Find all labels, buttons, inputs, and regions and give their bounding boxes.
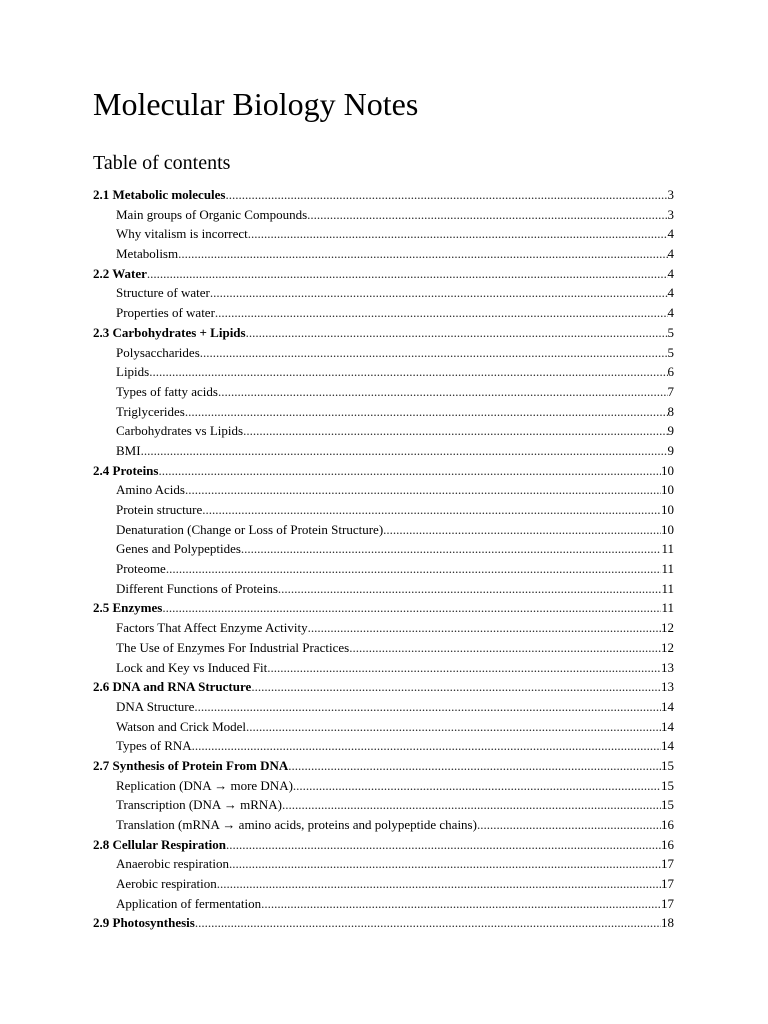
- toc-page-number: 15: [661, 757, 674, 773]
- toc-page-number: 8: [667, 403, 674, 419]
- toc-page-number: 4: [667, 226, 674, 242]
- toc-subsection-link[interactable]: [93, 539, 674, 559]
- toc-page-number: 14: [661, 718, 674, 734]
- toc-dot-leader: [246, 717, 661, 737]
- toc-subsection-link[interactable]: [93, 362, 674, 382]
- toc-dot-leader: [158, 461, 661, 481]
- toc-dot-leader: [147, 264, 668, 284]
- toc-subsection-link[interactable]: [93, 402, 674, 422]
- toc-page-number: 10: [661, 482, 674, 498]
- toc-entry-title: 2.1 Metabolic molecules: [93, 187, 226, 202]
- toc-dot-leader: [243, 421, 667, 441]
- toc-section-link[interactable]: [93, 185, 674, 205]
- toc-subsection-link[interactable]: [93, 283, 674, 303]
- toc-dot-leader: [261, 894, 661, 914]
- toc-page-number: 18: [661, 915, 674, 931]
- toc-page-number: 17: [661, 895, 674, 911]
- toc-entry-title: DNA Structure: [116, 698, 195, 714]
- toc-page-number: 17: [661, 856, 674, 872]
- toc-subsection-link[interactable]: [93, 500, 674, 520]
- toc-dot-leader: [267, 658, 661, 678]
- toc-section-link[interactable]: [93, 913, 674, 933]
- toc-subsection-link[interactable]: [93, 205, 674, 225]
- toc-dot-leader: [349, 638, 661, 658]
- toc-entry-title: 2.8 Cellular Respiration: [93, 836, 227, 852]
- toc-section-link[interactable]: [93, 677, 674, 697]
- toc-entry-title: Replication (DNA → more DNA): [116, 777, 293, 793]
- toc-entry-title: BMI: [116, 442, 141, 458]
- toc-dot-leader: [278, 579, 662, 599]
- toc-dot-leader: [288, 756, 661, 776]
- toc-entry-title: Denaturation (Change or Loss of Protein Structure): [116, 521, 384, 537]
- toc-page-number: 11: [661, 600, 674, 616]
- toc-dot-leader: [218, 382, 668, 402]
- toc-entry-title: Properties of water: [116, 305, 215, 321]
- toc-dot-leader: [215, 303, 668, 323]
- toc-entry-title: Amino Acids: [116, 482, 185, 498]
- toc-page-number: 13: [661, 679, 674, 695]
- toc-subsection-link[interactable]: [93, 894, 674, 914]
- toc-dot-leader: [217, 874, 661, 894]
- toc-subsection-link[interactable]: [93, 579, 674, 599]
- toc-page-number: 4: [667, 305, 674, 321]
- toc-entry-title: Aerobic respiration: [116, 876, 217, 892]
- toc-entry-title: Structure of water: [116, 285, 210, 301]
- toc-dot-leader: [226, 185, 668, 205]
- toc-entry-title: Protein structure: [116, 502, 203, 517]
- toc-entry-title: Translation (mRNA → amino acids, proteins and polypeptide chains): [116, 817, 477, 832]
- toc-page-number: 5: [667, 344, 674, 360]
- toc-entry-title: Types of RNA: [116, 738, 192, 754]
- toc-entry-title: Genes and Polypeptides: [116, 541, 241, 557]
- toc-dot-leader: [178, 244, 667, 264]
- toc-dot-leader: [192, 736, 661, 756]
- toc-heading: Table of contents: [93, 152, 231, 174]
- toc-subsection-link[interactable]: [93, 224, 674, 244]
- toc-dot-leader: [185, 402, 668, 422]
- toc-page-number: 4: [667, 246, 674, 262]
- toc-subsection-link[interactable]: [93, 736, 674, 756]
- toc-page-number: 10: [661, 462, 674, 478]
- toc-entry-title: 2.2 Water: [93, 265, 147, 281]
- toc-entry-title: Metabolism: [116, 246, 179, 262]
- toc-page-number: 4: [667, 265, 674, 281]
- toc-page-number: 7: [667, 383, 674, 399]
- toc-subsection-link[interactable]: [93, 717, 674, 737]
- toc-subsection-link[interactable]: [93, 618, 674, 638]
- toc-dot-leader: [282, 795, 661, 815]
- toc-dot-leader: [293, 776, 661, 796]
- toc-page-number: 15: [661, 797, 674, 813]
- toc-page-number: 4: [667, 285, 674, 301]
- toc-dot-leader: [185, 480, 661, 500]
- toc-page-number: 17: [661, 876, 674, 892]
- toc-dot-leader: [210, 283, 668, 303]
- toc-entry-title: 2.3 Carbohydrates + Lipids: [93, 324, 246, 340]
- toc-dot-leader: [166, 559, 662, 579]
- toc-section-link[interactable]: [93, 835, 674, 855]
- toc-entry-title: 2.4 Proteins: [93, 462, 159, 478]
- toc-entry-title: Different Functions of Proteins: [116, 580, 278, 596]
- toc-page-number: 5: [667, 324, 674, 340]
- toc-section-link[interactable]: [93, 323, 674, 343]
- toc-entry-title: Proteome: [116, 561, 166, 577]
- toc-section-link[interactable]: [93, 461, 674, 481]
- toc-entry-title: Anaerobic respiration: [116, 856, 229, 872]
- toc-subsection-link[interactable]: [93, 421, 674, 441]
- toc-dot-leader: [141, 441, 668, 461]
- toc-page-number: 13: [661, 659, 674, 675]
- toc-subsection-link[interactable]: [93, 638, 674, 658]
- toc-dot-leader: [308, 618, 661, 638]
- toc-dot-leader: [162, 598, 661, 618]
- table-of-contents: [93, 185, 674, 933]
- toc-page-number: 11: [661, 561, 674, 577]
- toc-page-number: 3: [667, 187, 674, 202]
- toc-entry-title: 2.7 Synthesis of Protein From DNA: [93, 757, 289, 773]
- toc-entry-title: Lipids: [116, 364, 150, 380]
- toc-dot-leader: [383, 520, 661, 540]
- toc-subsection-link[interactable]: [93, 815, 674, 835]
- toc-entry-title: The Use of Enzymes For Industrial Practices: [116, 639, 350, 655]
- toc-subsection-link[interactable]: [93, 658, 674, 678]
- toc-page-number: 14: [661, 738, 674, 754]
- toc-page-number: 10: [661, 502, 674, 517]
- toc-subsection-link[interactable]: [93, 480, 674, 500]
- toc-page-number: 15: [661, 777, 674, 793]
- toc-entry-title: Why vitalism is incorrect: [116, 226, 248, 242]
- toc-page-number: 16: [661, 836, 674, 852]
- toc-page-number: 9: [667, 423, 674, 439]
- toc-section-link[interactable]: [93, 598, 674, 618]
- toc-subsection-link[interactable]: [93, 244, 674, 264]
- toc-page-number: 6: [667, 364, 674, 380]
- toc-dot-leader: [241, 539, 662, 559]
- toc-dot-leader: [307, 205, 667, 225]
- toc-entry-title: 2.9 Photosynthesis: [93, 915, 195, 931]
- toc-dot-leader: [195, 913, 661, 933]
- toc-entry-title: 2.5 Enzymes: [93, 600, 163, 616]
- toc-subsection-link[interactable]: [93, 776, 674, 796]
- toc-subsection-link[interactable]: [93, 795, 674, 815]
- toc-entry-title: Polysaccharides: [116, 344, 200, 360]
- toc-subsection-link[interactable]: [93, 854, 674, 874]
- toc-dot-leader: [194, 697, 661, 717]
- toc-dot-leader: [248, 224, 668, 244]
- toc-page-number: 14: [661, 698, 674, 714]
- toc-dot-leader: [477, 815, 661, 835]
- toc-page-number: 11: [661, 580, 674, 596]
- toc-subsection-link[interactable]: [93, 343, 674, 363]
- toc-page-number: 16: [661, 817, 674, 832]
- toc-page-number: 9: [667, 442, 674, 458]
- toc-dot-leader: [246, 323, 668, 343]
- toc-entry-title: Transcription (DNA → mRNA): [116, 797, 282, 813]
- toc-page-number: 3: [667, 206, 674, 222]
- toc-entry-title: Types of fatty acids: [116, 383, 218, 399]
- toc-dot-leader: [226, 835, 661, 855]
- toc-dot-leader: [251, 677, 661, 697]
- toc-subsection-link[interactable]: [93, 520, 674, 540]
- toc-dot-leader: [202, 500, 661, 520]
- toc-entry-title: Application of fermentation: [116, 895, 262, 911]
- toc-entry-title: Carbohydrates vs Lipids: [116, 423, 244, 439]
- toc-page-number: 12: [661, 639, 674, 655]
- toc-entry-title: Lock and Key vs Induced Fit: [116, 659, 268, 675]
- toc-entry-title: Triglycerides: [116, 403, 185, 419]
- toc-dot-leader: [149, 362, 667, 382]
- toc-entry-title: Watson and Crick Model: [116, 718, 247, 734]
- toc-section-link[interactable]: [93, 756, 674, 776]
- toc-page-number: 11: [661, 541, 674, 557]
- toc-subsection-link[interactable]: [93, 382, 674, 402]
- toc-entry-title: Factors That Affect Enzyme Activity: [116, 620, 308, 636]
- toc-entry-title: Main groups of Organic Compounds: [116, 206, 308, 222]
- toc-section-link[interactable]: [93, 264, 674, 284]
- toc-dot-leader: [229, 854, 661, 874]
- toc-subsection-link[interactable]: [93, 697, 674, 717]
- document-title: Molecular Biology Notes: [93, 86, 419, 122]
- toc-page-number: 12: [661, 620, 674, 636]
- toc-entry-title: 2.6 DNA and RNA Structure: [93, 679, 252, 695]
- toc-subsection-link[interactable]: [93, 874, 674, 894]
- toc-subsection-link[interactable]: [93, 303, 674, 323]
- toc-page-number: 10: [661, 521, 674, 537]
- toc-dot-leader: [200, 343, 668, 363]
- toc-subsection-link[interactable]: [93, 559, 674, 579]
- toc-subsection-link[interactable]: [93, 441, 674, 461]
